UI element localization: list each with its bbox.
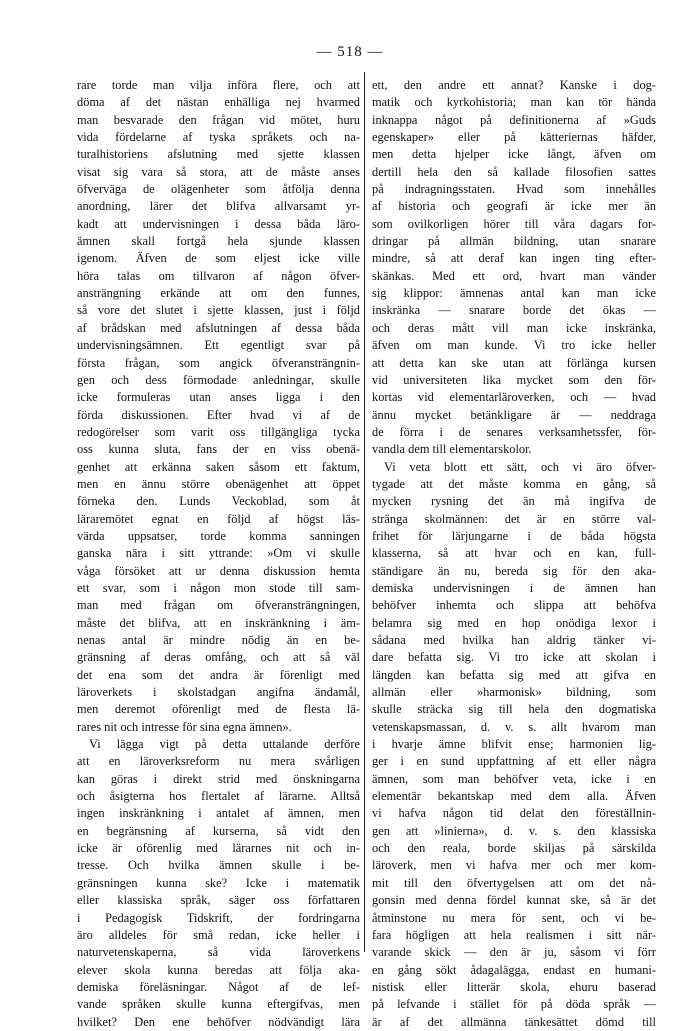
text-line: ständigare än nu, bereda sig för den aka-: [372, 563, 656, 578]
text-line: nistisk eller litterär skola, ehuru baserad: [372, 979, 656, 994]
text-line: icke formuleras utan anses ligga i den: [77, 390, 360, 405]
text-line: förda diskussionen. Efter hvad vi af de: [77, 407, 360, 422]
text-line: stränga skolmännen: det är en större val-: [372, 511, 656, 526]
text-line: men deremot oförenligt med de flesta lä-: [77, 702, 360, 717]
text-line: Vi lägga vigt på detta uttalande derföre: [89, 737, 360, 752]
text-line: kan göras i direkt strid med önskningarna: [77, 771, 360, 786]
text-line: men detta hjelper icke långt, äfven om: [372, 147, 656, 162]
text-line: mindre, så att deraf kan ingen ting efter-: [372, 251, 656, 266]
text-line: vandla dem till elementarskolor.: [372, 442, 532, 457]
text-line: ganska nära i sitt yttrande: »Om vi skulle: [77, 546, 360, 561]
text-line: längden kan befatta sig med att gifva en: [372, 667, 656, 682]
text-line: är af det allmänna tänkesättet dömd till: [372, 1014, 656, 1029]
text-line: belamra sig med en hop onödiga lexor i: [372, 615, 656, 630]
text-line: eller klassiska språk, säger oss författaren: [77, 893, 360, 908]
text-line: ett, den andre ett annat? Kanske i dog-: [372, 78, 656, 92]
text-line: man besvarade den frågan vid mötet, huru: [77, 112, 360, 127]
text-line: hvilket? Den ene behöfver nödvändigt lära: [77, 1014, 360, 1029]
text-line: öfverväga de olägenheter som åtfölja denna: [77, 182, 360, 197]
text-line: en gång sökt ådagalägga, endast en humani-: [372, 962, 656, 977]
text-line: redogörelser som varit oss tillgängliga tycka: [77, 424, 360, 439]
text-line: döma af det nästan enhälliga nej hvarmed: [77, 95, 360, 110]
text-line: ansträngning erkände att om den funnes,: [77, 286, 360, 301]
text-line: undervisningsämnen. Ett egentligt svar på: [77, 338, 360, 353]
text-line: dertill hela den så kallade filosofien sattes: [372, 164, 656, 179]
text-line: rare torde man vilja införa flere, och att: [77, 78, 360, 92]
text-line: igenom. Äfven de som eljest icke ville: [77, 251, 360, 266]
text-line: demiska föreläsningar. Något af de lef-: [77, 979, 360, 994]
text-line: läraremötet egnat en följd af högst läs-: [77, 511, 360, 526]
text-line: läroverkets i skolstadgan angifna ändamål,: [77, 685, 360, 700]
text-line: på lefvande i stället för på döda språk —: [372, 997, 656, 1012]
text-line: som ovilkorligen hörer till våra dagars for-: [372, 216, 656, 231]
text-line: man med frågan om öfveransträngningen,: [77, 598, 360, 613]
text-line: vi hafva någon tid delat den föreställnin-: [372, 806, 656, 821]
text-line: gen att »linierna», d. v. s. den klassiska: [372, 823, 656, 838]
text-line: elementär bekantskap med dem alla. Äfven: [372, 789, 656, 804]
text-line: på indragningsstaten. Hvad som innehålles: [372, 182, 656, 197]
text-line: första frågan, som angick öfveransträngnin-: [77, 355, 360, 370]
text-line: förneka den. Lunds Veckoblad, som åt: [77, 494, 360, 509]
right-column: [372, 77, 656, 1031]
text-line: naturvetenskaperna, så vida läroverkens: [77, 945, 360, 960]
text-line: elever skola kunna beredas att följa aka-: [77, 962, 360, 977]
text-line: vida fördelarne af tyska språkets och na-: [77, 130, 360, 145]
text-line: gen och dess förmodade anledningar, skulle: [77, 372, 360, 387]
text-line: dringar på allmän bildning, utan snarare: [372, 234, 656, 249]
text-line: rares nit och intresse för sina egna ämnen».: [77, 719, 292, 734]
text-line: inskränka — snarare borde det ökas —: [372, 303, 656, 318]
text-line: matik och kyrkohistoria; man kan tör hända: [372, 95, 656, 110]
text-line: kadt att undervisningen i dessa båda läro-: [77, 216, 360, 231]
text-line: fara högligen att hela realismen i sitt när-: [372, 927, 656, 942]
text-line: våga försöket att ur denna diskussion hemta: [77, 563, 360, 578]
text-line: anordning, lärer det blifva allvarsamt yr-: [77, 199, 360, 214]
text-line: att detta kan ske utan att förlänga kursen: [372, 355, 656, 370]
text-line: gränsningen kunna ske? Icke i matematik: [77, 875, 360, 890]
text-line: de förra i de senares verksamhetssfer, för-: [372, 424, 656, 439]
text-line: varande skick — den är ju, såsom vi förr: [372, 945, 656, 960]
text-line: sig klippor: ämnenas antal kan man icke: [372, 286, 656, 301]
text-line: en begränsning af kurserna, så vidt den: [77, 823, 360, 838]
text-line: mit till den öfvertygelsen att om det nå-: [372, 875, 656, 890]
text-line: så vore det slutet i sjette klassen, just i följd: [77, 303, 360, 318]
text-line: skulle sträcka sig till hela den dogmatiska: [372, 702, 656, 717]
text-line: tresse. Och hvilka ämnen skulle i be-: [77, 858, 360, 873]
text-line: af brådskan med afslutningen af dessa båda: [77, 320, 360, 335]
text-line: äfven om man kunde. Vi tro icke heller: [372, 338, 656, 353]
page-number: — 518 —: [316, 44, 384, 60]
text-line: frihet för lärjungarne i de båda högsta: [372, 528, 656, 543]
text-line: läroverk, men vi hafva mer och mer kom-: [372, 858, 656, 873]
text-line: äro alldeles för små redan, icke heller i: [77, 927, 360, 942]
text-line: Vi veta blott ett sätt, och vi äro öfver-: [384, 459, 656, 474]
text-line: klasserna, så att hvar och en kan, full-: [372, 546, 656, 561]
text-line: det ena som det andra är förenligt med: [77, 667, 360, 682]
text-line: ännu mycket betänkligare är — neddraga: [372, 407, 656, 422]
text-line: men en ännu större obenägenhet att öppet: [77, 476, 360, 491]
text-line: vande språken skulle kunna eftergifvas, men: [77, 997, 360, 1012]
text-line: i hvarje ämne blifvit ense; harmonien lig-: [372, 737, 656, 752]
text-line: ett svar, som i någon mon stode till sam-: [77, 580, 360, 595]
text-line: egenskaper» eller på kätteriernas häfder,: [372, 130, 656, 145]
text-line: turalhistoriens afslutning med sjette klassen: [77, 147, 360, 162]
text-line: allmän eller »harmonisk» bildning, som: [372, 685, 656, 700]
text-line: nenas antal är mindre nödig än en be-: [77, 633, 360, 647]
text-line: behöfver inhemta och slippa att behöfva: [372, 598, 656, 613]
text-line: ger i en sund uppfattning af ett eller några: [372, 754, 656, 769]
text-line: demiska undervisningen i de ämnen han: [372, 580, 656, 595]
text-line: sådana med hvilka han aldrig tänker vi-: [372, 633, 656, 647]
text-line: af historia och geografi är icke mer än: [372, 199, 656, 214]
text-line: oss kunna sluta, fans der en viss obenä-: [77, 442, 360, 457]
text-line: kortas vid elementarläroverken, och — hvad: [372, 390, 656, 405]
text-line: ämnen skall fortgå hela sjunde klassen: [77, 234, 360, 249]
text-line: dare befatta sig. Vi tro icke att skolan i: [372, 650, 656, 665]
text-line: tygade att det måste komma en gång, så: [372, 476, 656, 491]
text-line: visat sig vara så stora, att de måste anses: [77, 164, 360, 179]
left-column: [77, 77, 360, 1031]
text-line: och deras mått vill man icke inskränka,: [372, 320, 656, 335]
text-line: ingen inskränkning i antalet af ämnen, men: [77, 806, 360, 821]
text-line: och åsigterna hos flertalet af lärarne. Alltså: [77, 789, 360, 804]
text-line: genhet att erkänna saken såsom ett faktum,: [77, 459, 360, 474]
text-line: värda uppsatser, torde komma sanningen: [77, 528, 360, 543]
text-line: vetenskapsmassan, d. v. s. allt hvarom man: [372, 719, 656, 734]
text-line: måste det blifva, att en inskränkning i äm-: [77, 615, 360, 630]
text-line: mycken rysning det än må ingifva de: [372, 494, 656, 509]
text-line: skänkas. Med ett ord, hvart man vänder: [372, 268, 656, 283]
column-divider: [364, 72, 365, 952]
text-line: att en läroverksreform nu mera svårligen: [77, 754, 360, 769]
text-line: i Pedagogisk Tidskrift, der fordringarna: [77, 910, 360, 925]
text-line: gonsin med denna fördel kunnat ske, så är det: [372, 893, 656, 908]
text-line: vid universiteten lika mycket som den för-: [372, 372, 656, 387]
text-line: gränsning af deras omfång, och att så väl: [77, 650, 360, 665]
text-line: och den reala, borde skiljas på särskilda: [372, 841, 656, 856]
text-line: höra talas om tillvaron af någon öfver-: [77, 268, 360, 283]
text-line: ämnen, som man behöfver veta, icke i en: [372, 771, 656, 786]
text-line: inknappa något på definitionerna af »Guds: [372, 112, 656, 127]
text-line: icke är oförenlig med lärarnes nit och in-: [77, 841, 360, 856]
text-line: åtminstone nu mera för sent, och vi be-: [372, 910, 656, 925]
